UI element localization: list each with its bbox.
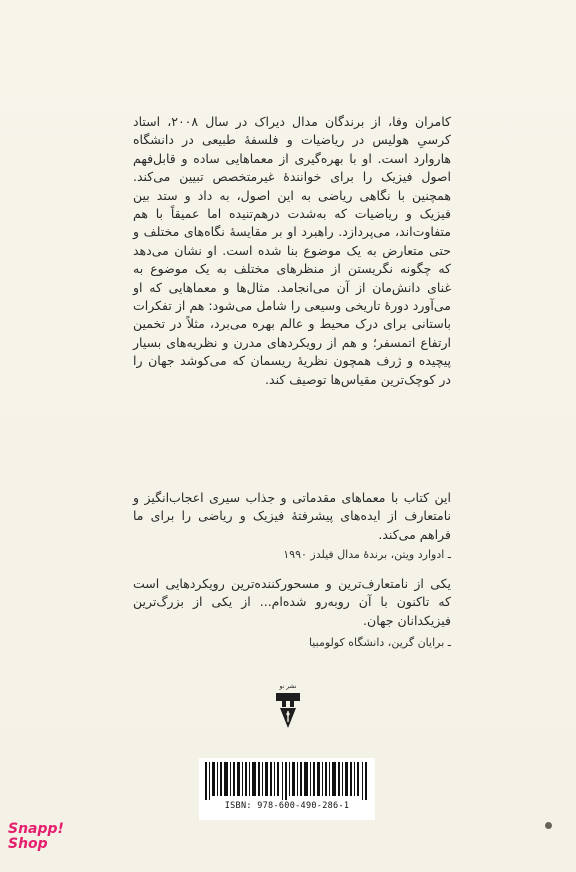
svg-text:نشر نو: نشر نو — [279, 683, 297, 690]
publisher-logo — [268, 680, 308, 732]
quote-text: این کتاب با معماهای مقدماتی و جذاب سیری اعجاب‌انگیز و نامتعارف از ایده‌های پیشرفتهٔ فیزیک و ریاضی را برای ما فراهم می‌کند. — [133, 490, 451, 542]
barcode-graphic — [205, 762, 369, 800]
description-paragraph: کامران وفا، از برندگان مدال دیراک در سال ۲۰۰۸، استاد کرسیِ هولیس در ریاضیات و فلسفهٔ طبیعی در دانشگاه هاروارد است. او با بهره‌گیری از معماهایی ساده و قابل‌فهم اصول فیزیک را برای خوانندهٔ غیرمتخصص تبیین می‌کند. همچنین با نگاهی ریاضی به این اصول، به داد و ستد بین فیزیک و ریاضیات که به‌شدت درهم‌تنیده اما عمیقاً با هم متفاوت‌اند، می‌پردازد. راهبرد او بر مقایسهٔ نگاه‌های مختلف و حتی متعارض به یک موضوع بنا شده است. او نشان می‌دهد که چگونه نگریستن از منظرهای مختلف به یک موضوع به غنای دانش‌مان از آن می‌انجامد. مثال‌ها و معماهایی که او می‌آورد دورهٔ تاریخی وسیعی را شامل می‌شود: هم از تفکرات باستانی برای درک محیط و عالم بهره می‌برد، مثلاً در تخمین ارتفاع اتمسفر؛ و هم از رویکردهای مدرن و نظریه‌های بسیار پیچیده و ژرف همچون نظریهٔ ریسمان که می‌کوشد جهان را در کوچک‌ترین مقیاس‌ها توصیف کند. — [133, 114, 451, 387]
quote-text: یکی از نامتعارف‌ترین و مسحورکننده‌ترین رویکردهایی است که تاکنون با آن روبه‌رو شده‌ام... از یکی از بزرگ‌ترین فیزیکدانان جهان. — [133, 576, 451, 628]
quote-attribution: ـ برایان گرین، دانشگاه کولومبیا — [308, 636, 451, 649]
isbn-barcode — [199, 758, 375, 820]
watermark-line: Shop — [8, 836, 48, 852]
quote-attribution: ـ ادوارد ویتن، برندهٔ مدال فیلدز ۱۹۹۰ — [283, 548, 451, 561]
isbn-number: ISBN: 978-600-490-286-1 — [224, 801, 350, 811]
snappshop-watermark — [8, 822, 64, 852]
watermark-line: Snapp! — [8, 821, 64, 837]
decorative-dot — [545, 822, 552, 829]
